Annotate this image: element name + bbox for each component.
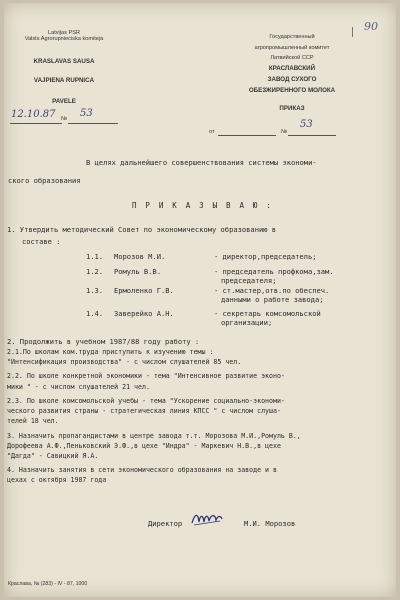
item2-3-line2: ческого развития страны - стратегическая линия КПСС " с числом слуша- (7, 407, 281, 415)
handwritten-number-right: 53 (300, 119, 313, 130)
item4-line2: цехах с октября 1987 года (7, 476, 107, 484)
number-underline (68, 123, 118, 124)
item1-line1: 1. Утвердить методический Совет по экономическому образованию в (7, 225, 277, 234)
roster-num: 1.4. (86, 309, 104, 318)
header-left-number-label: № (61, 116, 68, 122)
header-right-line1: Государственный (269, 34, 315, 40)
handwritten-signature (190, 509, 224, 529)
item4-line1: 4. Назначить занятия в сети экономического образования на заводе и в (7, 466, 277, 474)
item2-3-line3: телей 18 чел. (7, 417, 59, 425)
item1-line2: составе : (22, 237, 61, 246)
archive-mark-tick (352, 27, 354, 37)
header-left-country: Latvijas PSR (47, 30, 81, 36)
header-right-number-label: № (281, 129, 288, 135)
archive-mark: 90 (364, 20, 378, 33)
roster-row (4, 268, 396, 286)
item3-line1: 3. Назначить пропагандистами в центре завода т.т. Морозова М.И.,Ромуль В., (7, 432, 301, 440)
item2-3-line1: 2.3. По школе комсомольской учебы - тема "Ускорение социально-экономи- (7, 397, 285, 405)
header-right-doc-type: ПРИКАЗ (279, 105, 305, 112)
document-page (4, 3, 396, 597)
header-left-org-line2: VAJPIENA RUPNICA (33, 77, 95, 84)
roster-role-line1: - секретарь комсомольской (214, 309, 321, 318)
preamble-line2: ского образования (8, 176, 81, 185)
handwritten-number: 53 (80, 108, 93, 119)
roster-name: Заверейко А.Н. (114, 309, 174, 318)
header-left-ministry: Valsts Agrorupnieciska komiteja (24, 36, 104, 42)
header-right-line3: Латвийской ССР (270, 55, 314, 61)
handwritten-date: 12.10.87 (11, 109, 56, 120)
right-number-underline (288, 135, 336, 136)
roster-name: Морозов М.И. (114, 252, 166, 261)
roster-role-line1: - директор,председатель; (214, 252, 317, 261)
signature-name: М.И. Морозов (244, 519, 296, 528)
header-right-line4: КРАСЛАВСКИЙ (268, 65, 316, 72)
roster-role-line1: - председатель профкома,зам. (214, 267, 334, 276)
footer-print-mark: Краслава, № (283) - IV - 87, 1000 (8, 581, 88, 587)
roster-num: 1.3. (86, 286, 104, 295)
roster-role-line2: данными о работе завода; (221, 295, 324, 304)
preamble-line1: В целях дальнейшего совершенствования системы экономи- (86, 158, 317, 167)
header-right-from-label: от (209, 129, 215, 135)
date-underline (10, 123, 62, 124)
item2-1-line2: "Интенсификация производства" - с числом слушателей 85 чел. (7, 358, 242, 366)
roster-row (4, 287, 396, 305)
right-date-underline (218, 135, 276, 136)
roster-name: Ермоленко Г.В. (114, 286, 174, 295)
roster-role-line2: председателя; (221, 276, 277, 285)
item2-2-line2: мики " - с числом слушателей 21 чел. (7, 383, 150, 391)
item2-1-line1: 2.1.По школам ком.труда приступить к изучению темы : (7, 348, 214, 356)
header-right-line2: агропромышленный комитет (254, 45, 330, 51)
item3-line2: Дорофеева А.Ф.,Пеньковский Э.Ф.,в цехе "Индра" - Маркевич Н.В.,в цехе (7, 442, 281, 450)
header-left-doc-type: PAVELE (52, 98, 76, 105)
signature-title: Директор (148, 519, 183, 528)
item2-2-line1: 2.2. По школе конкретной экономики - тема "Интенсивное развитие эконо- (7, 372, 285, 380)
roster-num: 1.1. (86, 252, 104, 261)
header-left-org-line1: KRASLAVAS SAUSA (33, 58, 95, 65)
roster-name: Ромуль В.В. (114, 267, 161, 276)
item3-line3: "Дагда" - Савицкий Я.А. (7, 452, 99, 460)
header-right-line5: ЗАВОД СУХОГО (267, 76, 317, 83)
order-title: П Р И К А З Ы В А Ю : (132, 201, 274, 210)
roster-row (4, 310, 396, 328)
item2-line: 2. Продолжить в учебном 1987/88 году работу : (7, 337, 200, 346)
roster-num: 1.2. (86, 267, 104, 276)
roster-role-line1: - ст.мастер,отв.по обеспеч. (214, 286, 330, 295)
roster-role-line2: организации; (221, 318, 273, 327)
header-right-line6: ОБЕЗЖИРЕННОГО МОЛОКА (248, 87, 336, 94)
